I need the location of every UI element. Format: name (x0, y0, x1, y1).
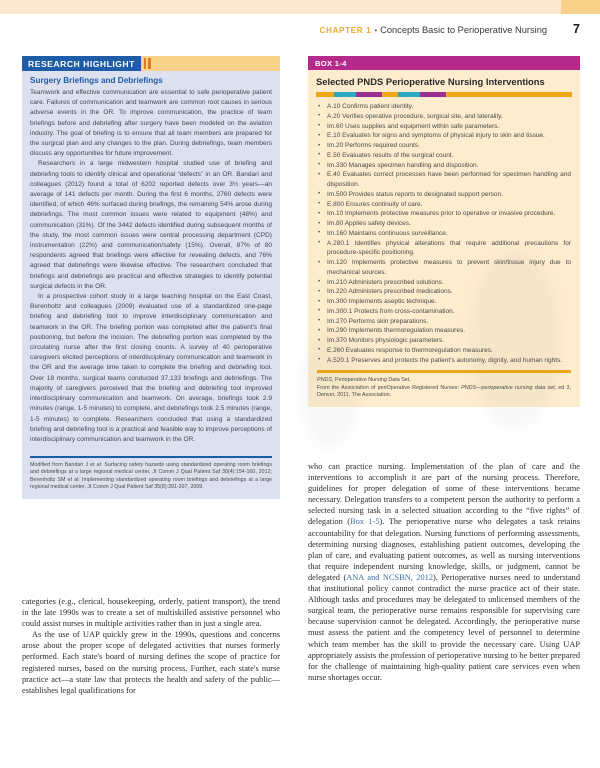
research-paragraph: In a prospective cohort study in a large teaching hospital on the East Coast, Berenholtz and colleagues (2009) evaluated use of a standardized one-page briefing and debriefing tool to improve interdisciplinary communication and teamwork in the OR. The briefing portion was completed after the patient's final positioning, but before the incision. The debriefing portion was completed by the circulating nurse after the first closing counts. A survey of 40 perioperative caregivers elicited perceptions of interdisciplinary communication and teamwork in the OR and the average time taken to complete the briefing and debriefing tool. Over 18 months, surgical teams conducted 37,133 briefings and debriefings. The majority of caregivers perceived that the briefing and debriefing tool improved interdisciplinary communication and teamwork. On average, briefings took 2.9 minutes (range, 1-5 minutes) to complete, and debriefings took 2.5 minutes (range, 1-5 minutes) to complete. Researchers concluded that using a standardized briefing and debriefing tool is a practical and feasible way to improve perceptions of interdisciplinary communication and teamwork in the OR. (30, 293, 272, 443)
list-item: • Im.300 Implements aseptic technique. (317, 297, 571, 307)
list-item: • Im.10 Implements protective measures prior to operative or invasive procedure. (317, 209, 571, 219)
list-item: • E.260 Evaluates response to thermoregulation measures. (317, 346, 571, 356)
research-highlight-subtitle: Surgery Briefings and Debriefings (30, 76, 163, 85)
box-source-title: PNDS—perioperative nursing data set, (461, 384, 557, 391)
research-highlight-divider (30, 456, 272, 457)
research-highlight-body (22, 88, 280, 451)
running-head-chapter: CHAPTER 1 (319, 26, 372, 35)
box-1-4-title: Selected PNDS Perioperative Nursing Interventions (316, 76, 545, 87)
prose-segment: ). The perioperative nurse who delegates a task retains accountability for that delegation. Nursing functions of performing assessments, determining nursing diagnoses, establishing patient outcomes, developing the plan of care, and evaluating patient outcomes, as well as nursing interventions that require independent nursing knowledge, skills, or judgment, cannot be delegated ( (308, 517, 580, 582)
box-source-attribution-post: ed 3, Denver, 2011, The Association. (317, 384, 571, 399)
list-item: • E.10 Evaluates for signs and symptoms of physical injury to skin and tissue. (317, 131, 571, 141)
list-item: • Im.300.1 Protects from cross-contamination. (317, 307, 571, 317)
page-number: 7 (573, 22, 580, 36)
research-highlight-source: Modified from Bandari J et al: Surfacing safety hazards using standardized operating room briefings and debriefings at a large regional medical center, Jt Comm J Qual Patient Saf 38(4):154-160, 2012; Berenholtz SM et al: Implementing standardized operating room briefings and debriefings at a large regional medical center, Jt Comm J Qual Patient Saf 35(8):391-397, 2009. (30, 461, 272, 491)
research-paragraph: Teamwork and effective communication are essential to safe perioperative patient care. Failures of communication and teamwork are common root causes in serious adverse events in the OR. To improve communication, the practice of team briefings before and debriefing after surgery have been modeled on the aviation industry. The goal of briefing is to ensure that all team members are prepared for the surgical plan and any changes to the plan. During debriefings, team members discuss any opportunities for future improvement. (30, 89, 272, 158)
list-item: • E.800 Ensures continuity of care. (317, 200, 571, 210)
list-item: • A.10 Confirms patient identity. (317, 102, 571, 112)
prose-segment: who can practice nursing. Implementation of the plan of care and the interventions to accomplish it are part of the nursing process. Therefore, guidelines for proper delegation of some of these interventions became necessary. Delegation transfers to a competent person the authority to perform a selected nursing task in a selected situation according to the “five rights” of delegation ( (308, 462, 580, 527)
list-item: • E.50 Evaluates results of the surgical count. (317, 151, 571, 161)
list-item: • Im.120 Implements protective measures to prevent skin/tissue injury due to mechanical sources. (317, 258, 571, 278)
citation-ana-ncsbn[interactable]: ANA and NCSBN, 2012 (346, 572, 433, 582)
list-item: • Im.500 Provides status reports to designated support person. (317, 190, 571, 200)
list-item: • A.20 Verifies operative procedure, surgical site, and laterality. (317, 112, 571, 122)
list-item: • Im.330 Manages specimen handling and disposition. (317, 161, 571, 171)
list-item: • Im.370 Monitors physiologic parameters. (317, 336, 571, 346)
box-1-4-number: BOX 1-4 (315, 58, 347, 68)
box-source-abbrev: PNDS, (317, 376, 334, 383)
list-item: • A.520.1 Preserves and protects the patient's autonomy, dignity, and human rights. (317, 356, 571, 366)
left-column (22, 56, 280, 499)
box-1-4-intervention-list (308, 102, 580, 365)
list-item: • Im.270 Performs skin preparations. (317, 317, 571, 327)
running-head (0, 22, 600, 40)
list-item: • A.280.1 Identifies physical alterations that require additional precautions for procedure-specific positioning. (317, 239, 571, 259)
running-head-title: Concepts Basic to Perioperative Nursing (380, 25, 548, 35)
research-highlight-label: RESEARCH HIGHLIGHT (22, 56, 141, 71)
box-source-attribution-pre: From the Association of periOperative Registered Nurses: (317, 384, 462, 391)
research-paragraph: Researchers in a large midwestern hospital studied use of briefing and debriefing tools to identify clinical and operational “defects” in an OR. Bandari and colleagues (2012) found a total of 6202 reported defects over 3½ years—an average of 141 defects per month. During the first 6 months, 2760 defects were identified, of which 46% surfaced during briefings, the remaining 54% arose during debriefings. The most common issues were related to equipment (48%) and communication (31%). Of the 3442 defects identified during subsequent months of the study, the most common issues were central processing department (CPD) instrumentation (22%) and communication/safety (15%). Overall, 87% of 80 respondents agreed that briefings were effective for revealing defects, and 76% agreed that debriefings were likewise effective. The researchers concluded that briefings and debriefings are practical and effective strategies to identify potential surgical defects in the OR. (30, 160, 272, 290)
left-column-prose (22, 596, 280, 696)
right-column-prose (308, 461, 580, 683)
list-item: • Im.220 Administers prescribed medications. (317, 287, 571, 297)
list-item: • Im.60 Uses supplies and equipment within safe parameters. (317, 122, 571, 132)
cross-reference-box-1-5[interactable]: Box 1-5 (350, 517, 380, 527)
prose-segment: ). Perioperative nurses need to understand that institutional policy cannot contradict the nurse practice act of their state. Although tasks and procedures may be delegated to unlicensed members of the surgical team, the perioperative nurse remains responsible for supervising care because supervision cannot be delegated. Accordingly, the perioperative nurse must assess the patient and the competency level of personnel to determine which team member has the skill to provide the necessary care. Using UAP appropriately assists the profession of perioperative nursing to be better prepared for the challenge of maintaining high-quality patient care services even when nurse shortages occur. (308, 572, 580, 682)
list-item: • Im.210 Administers prescribed solutions. (317, 278, 571, 288)
body-paragraph: As the use of UAP quickly grew in the 1990s, questions and concerns arose about the proper scope of delegated activities that nurses formerly performed. Each state's board of nursing defines the scope of practice for registered nurses, based on the nursing process. Further, each state's nurse practice act—a state law that protects the health and safety of the public—establishes legal qualifications for (22, 630, 280, 695)
top-corner-tab (561, 0, 600, 14)
box-1-4-source (308, 377, 580, 407)
tick-marks-icon (141, 56, 151, 71)
list-item: • Im.80 Applies safety devices. (317, 219, 571, 229)
list-item: • Im.160 Maintains continuous surveillance. (317, 229, 571, 239)
list-item: • E.40 Evaluates correct processes have been performed for specimen handling and disposition. (317, 170, 571, 190)
body-paragraph: categories (e.g., clerical, housekeeping, orderly, patient transport), the trend in the late 1990s was to create a set of multiskilled assistive personnel who could assist nurses in multiple activities rather than in just a single area. (22, 597, 280, 629)
box-1-4-divider (317, 370, 571, 373)
box-source-abbrev-expansion: Perioperative Nursing Data Set. (333, 376, 411, 383)
list-item: • Im.290 Implements thermoregulation measures. (317, 326, 571, 336)
box-1-4 (308, 56, 580, 407)
list-item: • Im.20 Performs required counts. (317, 141, 571, 151)
right-column (308, 56, 580, 407)
research-highlight-box (22, 56, 280, 499)
running-head-separator: • (374, 26, 378, 35)
top-decorative-band (0, 0, 600, 14)
body-paragraph (308, 461, 580, 683)
decorative-color-bar (316, 92, 572, 97)
research-highlight-header (22, 56, 280, 71)
box-1-4-header (308, 56, 580, 70)
